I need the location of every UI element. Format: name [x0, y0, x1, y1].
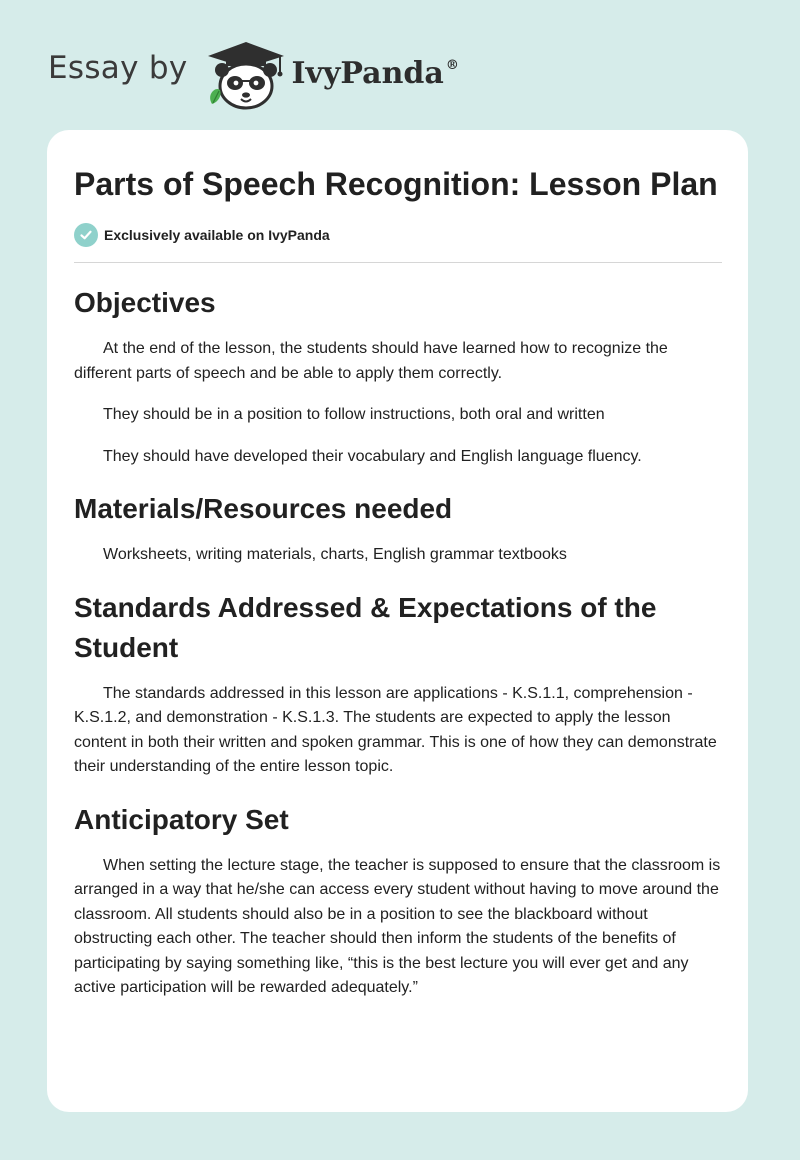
- section-anticipatory-set: [74, 800, 722, 1001]
- essay-card: [47, 130, 748, 1112]
- section-heading: Materials/Resources needed: [74, 493, 453, 524]
- divider: [74, 262, 722, 263]
- page-title: Parts of Speech Recognition: Lesson Plan: [74, 166, 718, 202]
- section-heading: Anticipatory Set: [74, 803, 289, 835]
- registered-mark: ®: [445, 57, 459, 73]
- paragraph: When setting the lecture stage, the teacher is supposed to ensure that the classroom is arranged in a way that he/she can access every student without having to move around the classroom. All students should also be in a position to see the blackboard without obstructing each other. The teacher should then inform the students of the benefits of participating by saying something like, “this is the best lecture you will ever get and any active participation will be rewarded adequately.”: [74, 856, 721, 996]
- paragraph: Worksheets, writing materials, charts, English grammar textbooks: [103, 546, 567, 563]
- brand-name-text: IvyPanda: [291, 55, 444, 91]
- section-heading: Objectives: [74, 287, 216, 318]
- section-standards: [74, 588, 722, 780]
- panda-graduate-logo-icon: [202, 34, 290, 110]
- brand-logo[interactable]: [48, 34, 459, 110]
- exclusive-badge: [74, 223, 722, 247]
- paragraph: The standards addressed in this lesson are applications - K.S.1.1, comprehension - K.S.1.2, and demonstration - K.S.1.3. The students are expected to apply the lesson content in both their written and spoken grammar. This is one of how they can demonstrate their understanding of the entire lesson topic.: [74, 684, 717, 775]
- paragraph: At the end of the lesson, the students should have learned how to recognize the different parts of speech and be able to apply them correctly.: [74, 340, 668, 382]
- check-circle-icon: [74, 223, 98, 247]
- section-objectives: [74, 283, 722, 469]
- paragraph: They should be in a position to follow instructions, both oral and written: [103, 406, 605, 423]
- section-heading: Standards Addressed & Expectations of the Student: [74, 591, 657, 663]
- exclusive-badge-label: Exclusively available on IvyPanda: [104, 227, 330, 243]
- paragraph: They should have developed their vocabulary and English language fluency.: [103, 447, 642, 465]
- section-materials: [74, 489, 722, 568]
- brand-name: [292, 56, 459, 91]
- brand-prefix: Essay by: [48, 50, 188, 86]
